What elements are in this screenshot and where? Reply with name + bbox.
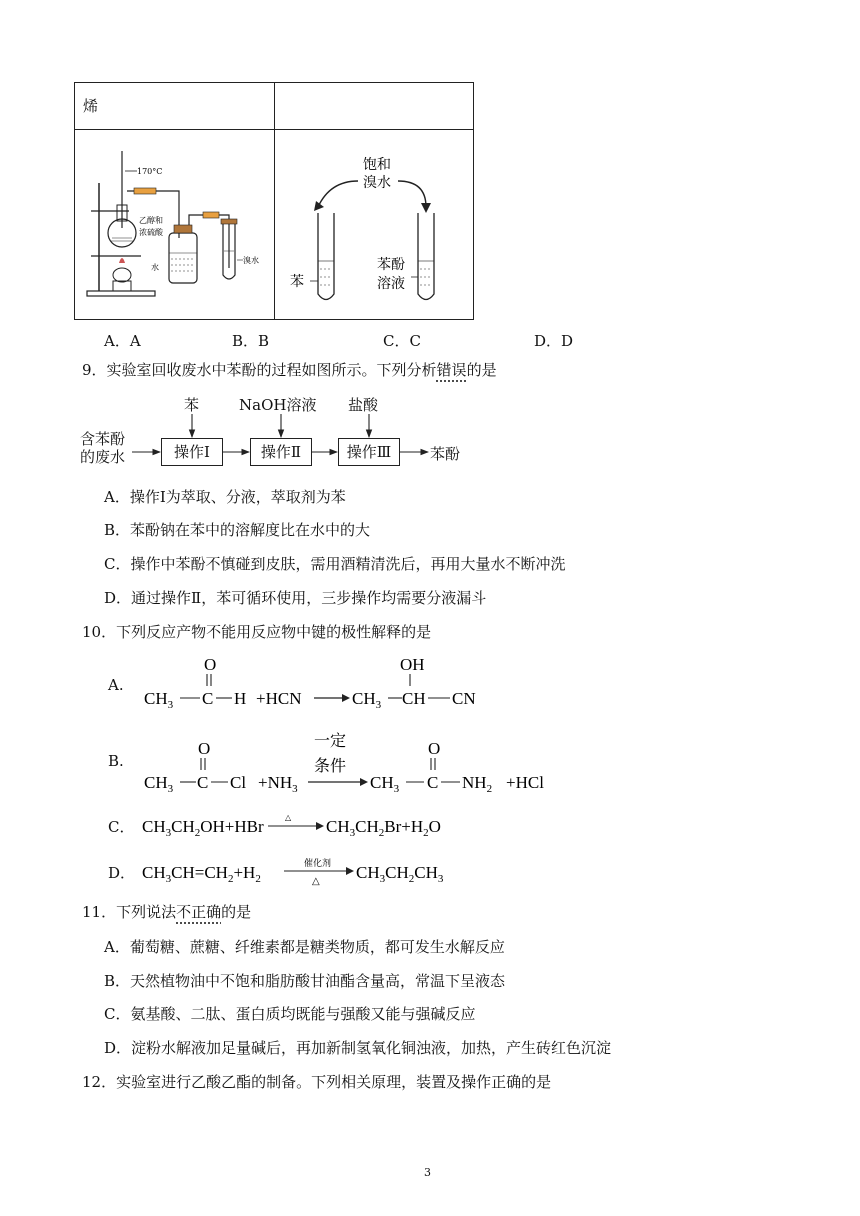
flow-arrows <box>80 392 480 472</box>
svg-text:溴水: 溴水 <box>363 175 391 191</box>
svg-text:饱和: 饱和 <box>363 157 391 173</box>
svg-text:条件: 条件 <box>314 756 347 775</box>
svg-text:△: △ <box>285 813 292 822</box>
q11-stem: 11．下列说法不正确的是 <box>82 903 252 921</box>
q9-stem: 9．实验室回收废水中苯酚的过程如图所示。下列分析错误的是 <box>82 361 497 379</box>
svg-text:C: C <box>197 773 209 792</box>
q10-option-a-label[interactable]: A. <box>108 676 124 694</box>
svg-text:CH3: $CH_3$ <box>144 689 174 711</box>
svg-text:CH3CH=CH2+H2: $CH_3CH=CH_2+H_2$ <box>142 863 261 885</box>
svg-text:苯酚: 苯酚 <box>377 257 405 273</box>
q9-option-b[interactable]: B．苯酚钠在苯中的溶解度比在水中的大 <box>104 521 371 539</box>
svg-text:NH2: $NH_2$ <box>462 773 493 795</box>
svg-text:浓硫酸: 浓硫酸 <box>139 228 163 237</box>
q11-option-b[interactable]: B．天然植物油中不饱和脂肪酸甘油酯含量高，常温下呈液态 <box>104 972 506 990</box>
q8-option-b[interactable]: B．B <box>232 332 270 350</box>
q9-option-c[interactable]: C．操作中苯酚不慎碰到皮肤，需用酒精清洗后，再用大量水不断冲洗 <box>104 555 566 573</box>
table-horizontal-divider <box>75 129 473 130</box>
svg-text:溴水: 溴水 <box>243 256 259 265</box>
svg-text:CH3: $CH_3$ <box>144 773 174 795</box>
q10-stem: 10．下列反应产物不能用反应物中键的极性解释的是 <box>82 623 432 641</box>
q8-option-d[interactable]: D．D <box>534 332 574 350</box>
q10-option-a-formula <box>140 650 500 712</box>
svg-text:+HCN: +HCN <box>256 689 302 708</box>
table-cell-alkene: 烯 <box>83 97 99 115</box>
flow-op-2: 操作Ⅱ <box>250 438 312 466</box>
svg-text:溶液: 溶液 <box>377 276 405 292</box>
svg-text:170°C: 170°C <box>137 167 163 176</box>
svg-text:CH3: $CH_3$ <box>352 689 382 711</box>
svg-text:+HCl: +HCl <box>506 773 544 792</box>
svg-text:一定: 一定 <box>314 731 347 750</box>
ethylene-apparatus-figure <box>79 143 269 318</box>
svg-text:O: O <box>198 739 211 758</box>
page-number: 3 <box>424 1166 431 1179</box>
q9-option-d[interactable]: D．通过操作Ⅱ，苯可循环使用，三步操作均需要分液漏斗 <box>104 589 487 607</box>
q8-option-c[interactable]: C．C <box>383 332 421 350</box>
svg-text:CH3CH2Br+H2O: $CH_3CH_2Br+H_2O$ <box>326 817 441 839</box>
q12-stem: 12．实验室进行乙酸乙酯的制备。下列相关原理，装置及操作正确的是 <box>82 1073 552 1091</box>
q9-emphasis: 错误 <box>436 361 467 379</box>
q9-flow-diagram <box>80 392 480 472</box>
flow-reagent-2: NaOH溶液 <box>239 396 317 414</box>
q11-option-d[interactable]: D．淀粉水解液加足量碱后，再加新制氢氧化铜浊液，加热，产生砖红色沉淀 <box>104 1039 612 1057</box>
q10-option-b-label[interactable]: B. <box>108 752 124 770</box>
svg-text:CN: CN <box>452 689 476 708</box>
svg-text:O: O <box>428 739 441 758</box>
flow-reagent-1: 苯 <box>184 396 200 414</box>
q11-option-a[interactable]: A．葡萄糖、蔗糖、纤维素都是糖类物质，都可发生水解反应 <box>104 938 505 956</box>
svg-text:H: H <box>234 689 247 708</box>
flow-op-3: 操作Ⅲ <box>338 438 400 466</box>
svg-text:OH: OH <box>400 655 425 674</box>
svg-text:水: 水 <box>151 263 159 272</box>
q10-option-d-label[interactable]: D． <box>108 864 136 882</box>
q10-option-c-formula <box>140 808 500 840</box>
svg-text:CH3CH2OH+HBr: $CH_3CH_2OH+HBr$ <box>142 817 264 839</box>
q8-options-table <box>74 82 474 320</box>
q8-option-a[interactable]: A．A <box>104 332 141 350</box>
q9-option-a[interactable]: A．操作Ⅰ为萃取、分液，萃取剂为苯 <box>104 488 346 506</box>
svg-text:C: C <box>202 689 214 708</box>
flow-output: 苯酚 <box>430 445 461 463</box>
benzene-phenol-bromine-figure <box>280 149 470 319</box>
q10-option-c-label[interactable]: C． <box>108 818 135 836</box>
flow-input-label: 含苯酚 的废水 <box>80 430 126 466</box>
flow-reagent-3: 盐酸 <box>348 396 379 414</box>
q10-option-b-formula <box>140 726 560 796</box>
svg-text:+NH3: $+NH_3$ <box>258 773 298 795</box>
svg-text:乙醇和: 乙醇和 <box>139 216 163 225</box>
q11-emphasis: 不正确 <box>176 903 222 921</box>
q10-option-d-formula <box>140 852 480 888</box>
flow-op-1: 操作Ⅰ <box>161 438 223 466</box>
svg-text:△: △ <box>312 876 320 887</box>
svg-text:催化剂: 催化剂 <box>304 859 332 869</box>
table-vertical-divider <box>274 83 275 319</box>
svg-text:苯: 苯 <box>290 274 304 290</box>
svg-text:CH3: $CH_3$ <box>370 773 400 795</box>
svg-text:Cl: Cl <box>230 773 247 792</box>
q11-option-c[interactable]: C．氨基酸、二肽、蛋白质均既能与强酸又能与强碱反应 <box>104 1005 476 1023</box>
svg-text:CH3CH2CH3: $CH_3CH_2CH_3$ <box>356 863 444 885</box>
svg-text:C: C <box>427 773 439 792</box>
svg-text:O: O <box>204 655 217 674</box>
svg-text:CH: CH <box>402 689 426 708</box>
